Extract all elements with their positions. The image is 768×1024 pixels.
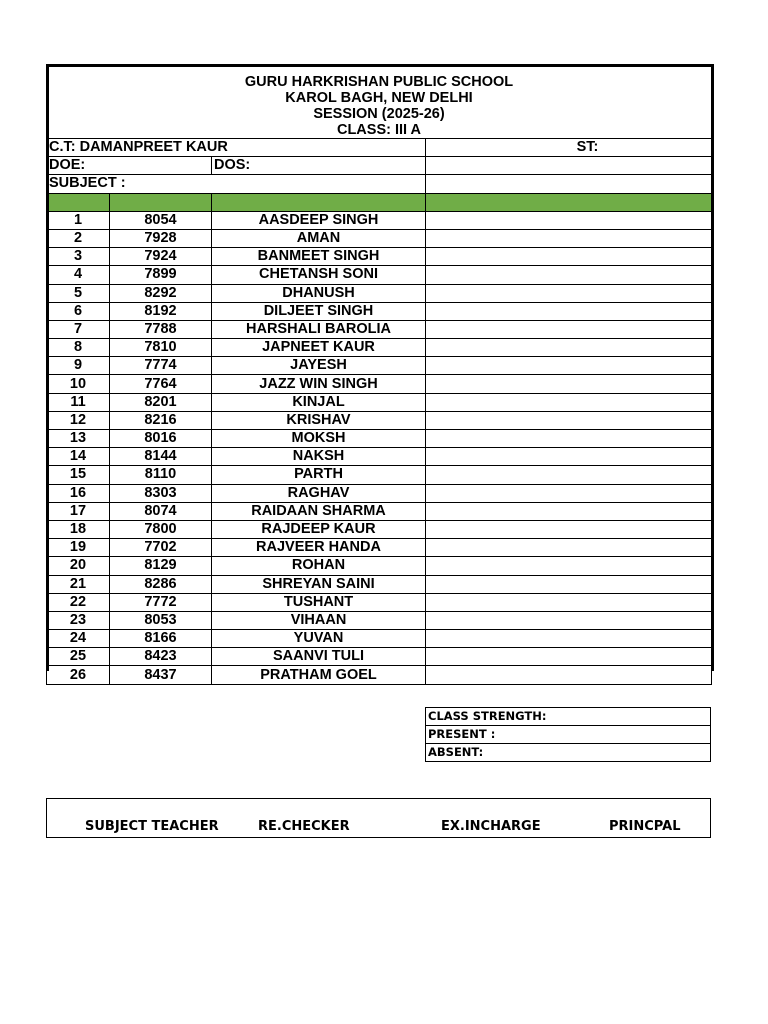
admission-number-cell: 8074 — [110, 502, 212, 520]
table-row — [47, 430, 712, 448]
admission-number-cell: 8303 — [110, 484, 212, 502]
serial-number-cell: 9 — [47, 357, 110, 375]
band-cell — [47, 193, 110, 211]
serial-number-cell: 2 — [47, 229, 110, 247]
student-name-cell: MOKSH — [212, 430, 426, 448]
student-name-cell: ROHAN — [212, 557, 426, 575]
band-cell — [110, 193, 212, 211]
table-row — [47, 630, 712, 648]
student-name-cell: PRATHAM GOEL — [212, 666, 426, 684]
serial-number-cell: 13 — [47, 430, 110, 448]
serial-number-cell: 14 — [47, 448, 110, 466]
admission-number-cell: 7924 — [110, 248, 212, 266]
serial-number-cell: 20 — [47, 557, 110, 575]
marks-cell — [426, 611, 712, 629]
rechecker-label: RE.CHECKER — [258, 819, 350, 834]
band-cell — [212, 193, 426, 211]
admission-number-cell: 7800 — [110, 520, 212, 538]
student-name-cell: RAJDEEP KAUR — [212, 520, 426, 538]
st-label: ST: — [426, 139, 712, 157]
table-row — [47, 248, 712, 266]
marks-cell — [426, 466, 712, 484]
serial-number-cell: 23 — [47, 611, 110, 629]
subject-teacher-label: SUBJECT TEACHER — [85, 819, 219, 834]
admission-number-cell: 8201 — [110, 393, 212, 411]
student-name-cell: BANMEET SINGH — [212, 248, 426, 266]
marks-cell — [426, 375, 712, 393]
doe-label: DOE: — [47, 157, 212, 175]
student-name-cell: SAANVI TULI — [212, 648, 426, 666]
table-row — [47, 411, 712, 429]
marks-cell — [426, 284, 712, 302]
table-row — [47, 211, 712, 229]
table-row — [47, 502, 712, 520]
admission-number-cell: 8192 — [110, 302, 212, 320]
signature-box — [46, 798, 711, 838]
serial-number-cell: 18 — [47, 520, 110, 538]
table-row — [47, 375, 712, 393]
serial-number-cell: 10 — [47, 375, 110, 393]
table-row — [47, 575, 712, 593]
marks-cell — [426, 302, 712, 320]
student-name-cell: AASDEEP SINGH — [212, 211, 426, 229]
marks-cell — [426, 520, 712, 538]
admission-number-cell: 7702 — [110, 539, 212, 557]
admission-number-cell: 8437 — [110, 666, 212, 684]
session-label: SESSION (2025-26) — [313, 106, 445, 122]
table-row — [47, 593, 712, 611]
serial-number-cell: 6 — [47, 302, 110, 320]
serial-number-cell: 22 — [47, 593, 110, 611]
marks-cell — [426, 502, 712, 520]
serial-number-cell: 11 — [47, 393, 110, 411]
student-name-cell: KRISHAV — [212, 411, 426, 429]
serial-number-cell: 26 — [47, 666, 110, 684]
marks-cell — [426, 484, 712, 502]
serial-number-cell: 25 — [47, 648, 110, 666]
table-row — [47, 448, 712, 466]
serial-number-cell: 12 — [47, 411, 110, 429]
admission-number-cell: 8129 — [110, 557, 212, 575]
marks-cell — [426, 339, 712, 357]
student-name-cell: HARSHALI BAROLIA — [212, 320, 426, 338]
student-name-cell: SHREYAN SAINI — [212, 575, 426, 593]
serial-number-cell: 3 — [47, 248, 110, 266]
admission-number-cell: 7774 — [110, 357, 212, 375]
admission-number-cell: 8054 — [110, 211, 212, 229]
admission-number-cell: 7772 — [110, 593, 212, 611]
marks-cell — [426, 229, 712, 247]
admission-number-cell: 8053 — [110, 611, 212, 629]
band-cell — [426, 193, 712, 211]
attendance-summary — [425, 707, 711, 762]
serial-number-cell: 21 — [47, 575, 110, 593]
admission-number-cell: 7899 — [110, 266, 212, 284]
header-band-row — [47, 193, 712, 211]
marks-cell — [426, 430, 712, 448]
student-name-cell: KINJAL — [212, 393, 426, 411]
student-name-cell: RAIDAAN SHARMA — [212, 502, 426, 520]
table-row — [47, 611, 712, 629]
marks-cell — [426, 320, 712, 338]
marks-cell — [426, 393, 712, 411]
serial-number-cell: 19 — [47, 539, 110, 557]
marks-cell — [426, 448, 712, 466]
student-name-cell: NAKSH — [212, 448, 426, 466]
table-row — [47, 466, 712, 484]
student-name-cell: DHANUSH — [212, 284, 426, 302]
info-blank-cell — [426, 175, 712, 193]
table-row — [47, 648, 712, 666]
admission-number-cell: 8286 — [110, 575, 212, 593]
class-teacher: C.T: DAMANPREET KAUR — [47, 139, 426, 157]
serial-number-cell: 5 — [47, 284, 110, 302]
admission-number-cell: 8110 — [110, 466, 212, 484]
marks-cell — [426, 557, 712, 575]
admission-number-cell: 7928 — [110, 229, 212, 247]
class-strength-label: CLASS STRENGTH: — [426, 708, 711, 726]
admission-number-cell: 7810 — [110, 339, 212, 357]
marks-cell — [426, 630, 712, 648]
marks-cell — [426, 211, 712, 229]
table-row — [47, 557, 712, 575]
serial-number-cell: 8 — [47, 339, 110, 357]
table-row — [47, 320, 712, 338]
principal-label: PRINCPAL — [609, 819, 681, 834]
student-name-cell: JAPNEET KAUR — [212, 339, 426, 357]
subject-label: SUBJECT : — [47, 175, 426, 193]
serial-number-cell: 24 — [47, 630, 110, 648]
admission-number-cell: 8423 — [110, 648, 212, 666]
table-row — [47, 229, 712, 247]
present-label: PRESENT : — [426, 726, 711, 744]
student-name-cell: RAGHAV — [212, 484, 426, 502]
serial-number-cell: 7 — [47, 320, 110, 338]
marks-cell — [426, 666, 712, 684]
student-name-cell: DILJEET SINGH — [212, 302, 426, 320]
table-row — [47, 284, 712, 302]
serial-number-cell: 15 — [47, 466, 110, 484]
admission-number-cell: 7764 — [110, 375, 212, 393]
student-name-cell: TUSHANT — [212, 593, 426, 611]
school-location: KAROL BAGH, NEW DELHI — [285, 90, 473, 106]
student-name-cell: AMAN — [212, 229, 426, 247]
student-name-cell: CHETANSH SONI — [212, 266, 426, 284]
table-row — [47, 302, 712, 320]
student-name-cell: PARTH — [212, 466, 426, 484]
student-table — [46, 64, 712, 685]
admission-number-cell: 8166 — [110, 630, 212, 648]
serial-number-cell: 17 — [47, 502, 110, 520]
marks-cell — [426, 411, 712, 429]
marks-cell — [426, 539, 712, 557]
serial-number-cell: 1 — [47, 211, 110, 229]
student-name-cell: RAJVEER HANDA — [212, 539, 426, 557]
marks-cell — [426, 648, 712, 666]
marks-cell — [426, 357, 712, 375]
student-name-cell: JAZZ WIN SINGH — [212, 375, 426, 393]
table-row — [47, 539, 712, 557]
table-row — [47, 484, 712, 502]
class-label: CLASS: III A — [336, 122, 422, 138]
student-name-cell: VIHAAN — [212, 611, 426, 629]
admission-number-cell: 8292 — [110, 284, 212, 302]
marks-cell — [426, 593, 712, 611]
marks-cell — [426, 248, 712, 266]
student-name-cell: YUVAN — [212, 630, 426, 648]
absent-label: ABSENT: — [426, 744, 711, 762]
admission-number-cell: 7788 — [110, 320, 212, 338]
admission-number-cell: 8144 — [110, 448, 212, 466]
table-row — [47, 266, 712, 284]
admission-number-cell: 8016 — [110, 430, 212, 448]
marks-cell — [426, 575, 712, 593]
table-row — [47, 357, 712, 375]
table-row — [47, 666, 712, 684]
admission-number-cell: 8216 — [110, 411, 212, 429]
table-row — [47, 393, 712, 411]
serial-number-cell: 4 — [47, 266, 110, 284]
serial-number-cell: 16 — [47, 484, 110, 502]
marks-cell — [426, 266, 712, 284]
student-name-cell: JAYESH — [212, 357, 426, 375]
table-row — [47, 339, 712, 357]
marks-sheet — [46, 64, 711, 685]
info-blank-cell — [426, 157, 712, 175]
table-row — [47, 520, 712, 538]
dos-label: DOS: — [212, 157, 426, 175]
exincharge-label: EX.INCHARGE — [441, 819, 541, 834]
school-name: GURU HARKRISHAN PUBLIC SCHOOL — [244, 74, 514, 90]
